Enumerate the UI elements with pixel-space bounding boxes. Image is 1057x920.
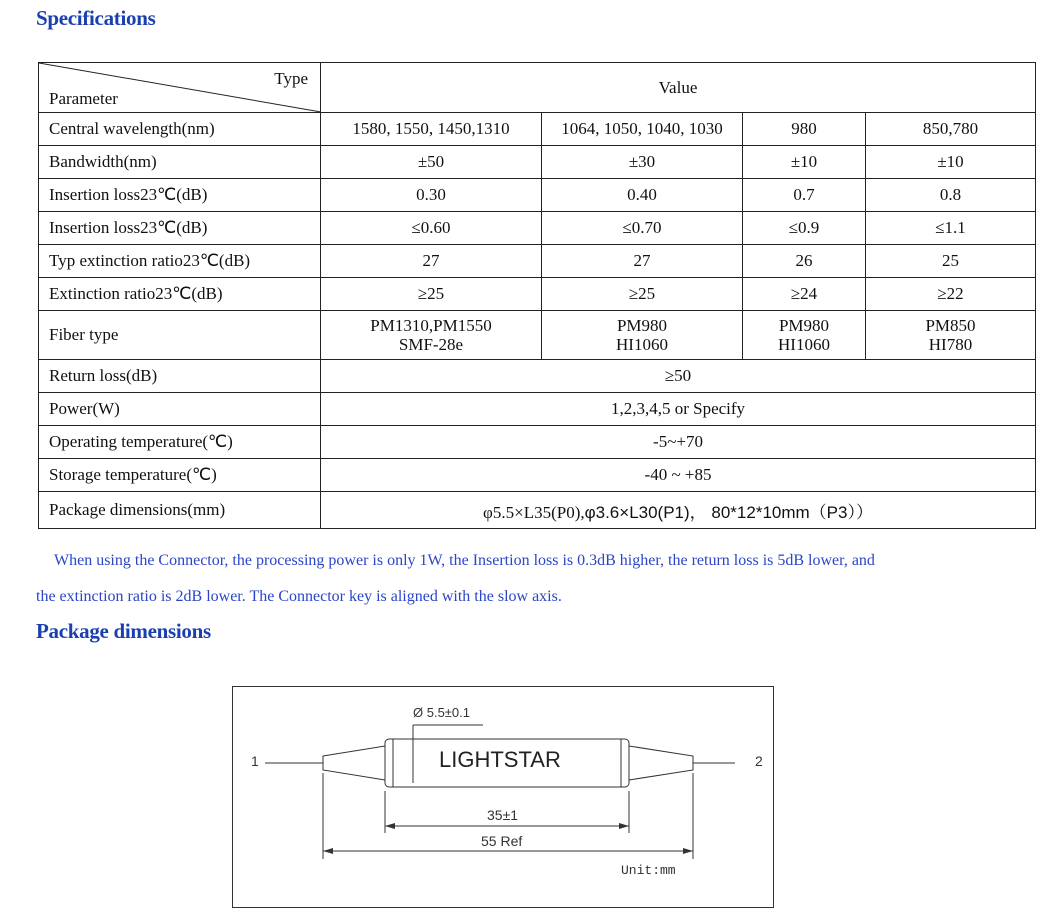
- table-row: [39, 245, 1036, 278]
- table-row: [39, 146, 1036, 179]
- param-cell: Extinction ratio23℃(dB): [39, 278, 321, 311]
- param-cell: Insertion loss23℃(dB): [39, 179, 321, 212]
- total-length-label: 55 Ref: [481, 833, 523, 849]
- value-cell: [866, 311, 1036, 360]
- value-cell: 0.30: [321, 179, 542, 212]
- value-cell: 26: [743, 245, 866, 278]
- value-cell: [743, 311, 866, 360]
- table-row: [39, 212, 1036, 245]
- value-cell: [321, 311, 542, 360]
- diameter-label: Ø 5.5±0.1: [413, 705, 471, 720]
- value-cell: ≥25: [542, 278, 743, 311]
- table-row: [39, 393, 1036, 426]
- fiber-line: SMF-28e: [398, 335, 464, 354]
- value-cell: 0.8: [866, 179, 1036, 212]
- value-cell: 850,780: [866, 113, 1036, 146]
- connector-note-line1: When using the Connector, the processing power is only 1W, the Insertion loss is 0.3dB higher, the return loss is 5dB lower, and: [54, 552, 875, 569]
- table-row: [39, 278, 1036, 311]
- value-cell: 25: [866, 245, 1036, 278]
- specifications-table: [38, 62, 1036, 529]
- value-cell: 980: [743, 113, 866, 146]
- package-dimensions-heading: Package dimensions: [36, 619, 211, 643]
- specifications-heading: Specifications: [36, 6, 156, 30]
- package-drawing: [232, 686, 774, 908]
- table-row: [39, 113, 1036, 146]
- table-row: [39, 426, 1036, 459]
- param-cell: Central wavelength(nm): [39, 113, 321, 146]
- table-header-row: [39, 63, 1036, 113]
- param-cell: Fiber type: [39, 311, 321, 360]
- unit-label: Unit:mm: [621, 863, 676, 878]
- param-cell: Bandwidth(nm): [39, 146, 321, 179]
- value-cell: ±30: [542, 146, 743, 179]
- param-cell: Return loss(dB): [39, 360, 321, 393]
- fiber-line: HI780: [928, 335, 973, 354]
- fiber-line: PM980: [778, 316, 830, 335]
- param-cell: Typ extinction ratio23℃(dB): [39, 245, 321, 278]
- value-header: Value: [321, 63, 1036, 113]
- corner-header-cell: [39, 63, 321, 113]
- value-cell: 0.7: [743, 179, 866, 212]
- type-label: Type: [274, 69, 308, 88]
- package-drawing-svg: [233, 687, 773, 907]
- value-cell: ≥22: [866, 278, 1036, 311]
- value-cell: ≥50: [321, 360, 1036, 393]
- value-cell: ≤1.1: [866, 212, 1036, 245]
- fiber-line: PM1310,PM1550: [370, 316, 492, 335]
- value-cell: 1064, 1050, 1040, 1030: [542, 113, 743, 146]
- value-cell: [542, 311, 743, 360]
- value-cell: 27: [321, 245, 542, 278]
- fiber-line: PM850: [925, 316, 976, 335]
- value-cell: ±10: [743, 146, 866, 179]
- parameter-label: Parameter: [49, 89, 118, 108]
- value-cell: 0.40: [542, 179, 743, 212]
- value-cell: ≤0.60: [321, 212, 542, 245]
- brand-logo-text: LIGHTSTAR: [439, 747, 561, 772]
- package-value-part2: φ3.6×L30(P1)， 80*12*10mm（P3））: [584, 502, 873, 522]
- port-1-label: 1: [251, 753, 259, 769]
- value-cell: 27: [542, 245, 743, 278]
- value-cell: ≤0.70: [542, 212, 743, 245]
- value-cell: ≥24: [743, 278, 866, 311]
- param-cell: Storage temperature(℃): [39, 459, 321, 492]
- port-2-label: 2: [755, 753, 763, 769]
- fiber-type-row: [39, 311, 1036, 360]
- value-cell: [321, 492, 1036, 529]
- value-cell: ±50: [321, 146, 542, 179]
- param-cell: Operating temperature(℃): [39, 426, 321, 459]
- param-cell: Insertion loss23℃(dB): [39, 212, 321, 245]
- value-cell: -5~+70: [321, 426, 1036, 459]
- table-row: [39, 179, 1036, 212]
- value-cell: ±10: [866, 146, 1036, 179]
- fiber-line: HI1060: [778, 335, 830, 354]
- param-cell: Package dimensions(mm): [39, 492, 321, 529]
- fiber-line: HI1060: [616, 335, 668, 354]
- table-row: [39, 360, 1036, 393]
- value-cell: ≤0.9: [743, 212, 866, 245]
- param-cell: Power(W): [39, 393, 321, 426]
- table-row: [39, 459, 1036, 492]
- value-cell: -40 ~ +85: [321, 459, 1036, 492]
- connector-note-line2: the extinction ratio is 2dB lower. The Connector key is aligned with the slow axis.: [36, 588, 562, 605]
- package-value-part1: φ5.5×L35(P0),: [483, 502, 585, 522]
- package-row: [39, 492, 1036, 529]
- body-length-label: 35±1: [487, 807, 519, 823]
- fiber-line: PM980: [616, 316, 668, 335]
- value-cell: 1580, 1550, 1450,1310: [321, 113, 542, 146]
- value-cell: 1,2,3,4,5 or Specify: [321, 393, 1036, 426]
- value-cell: ≥25: [321, 278, 542, 311]
